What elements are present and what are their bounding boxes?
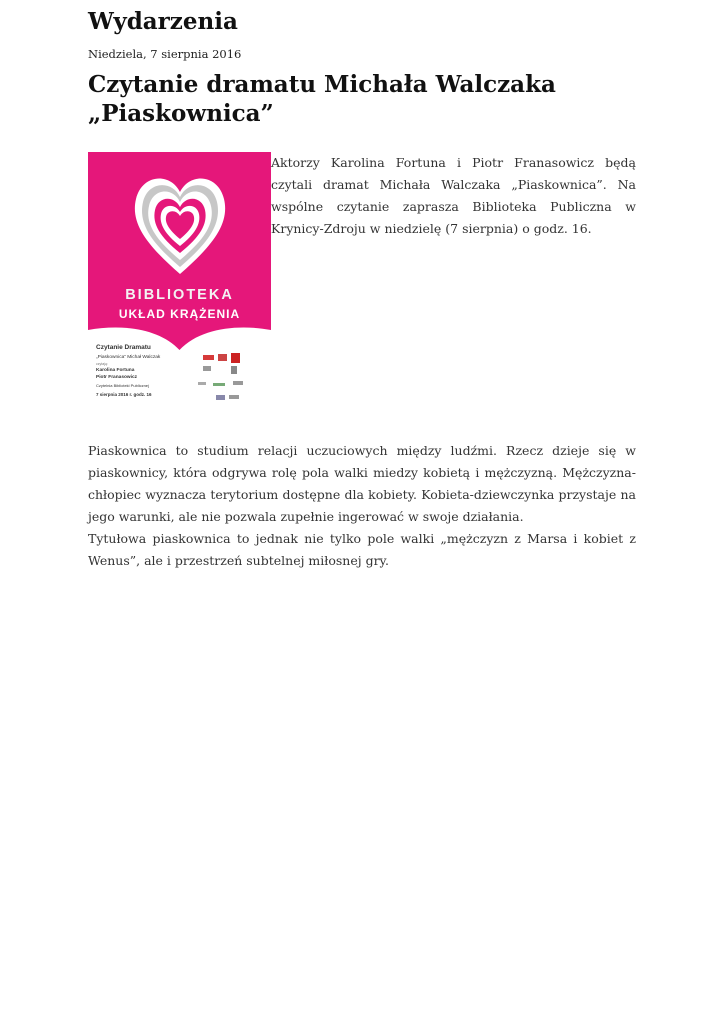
poster-venue: Czytelnia Biblioteki Publicznej	[96, 383, 149, 388]
section-title: Wydarzenia	[88, 8, 238, 35]
body-paragraph: Piaskownica to studium relacji uczuciowych między ludźmi. Rzecz dzieje się w piaskownicy, która odgrywa rolę pola walki miedzy kobietą i mężczyzną. Mężczyzna-chłopiec wyznacza terytorium dostępne dla kobiety. Kobieta-dziewczynka przystaje na jego warunki, ale nie pozwala zupełnie ingerować w swoje działania.	[88, 443, 636, 524]
poster-play: „Piaskownica” Michał Walczak	[96, 355, 161, 360]
poster-graphic	[88, 152, 271, 412]
body-paragraph: Tytułowa piaskownica to jednak nie tylko pole walki „mężczyzn z Marsa i kobiet z Wenus”, ale i przestrzeń subtelnej miłosnej gry.	[88, 531, 636, 568]
poster-actor2: Piotr Franasowicz	[96, 375, 138, 380]
poster-title-line2: UKŁAD KRĄŻENIA	[118, 307, 241, 321]
article-title: Czytanie dramatu Michała Walczaka „Piaskownica”	[88, 71, 556, 127]
poster-actor1: Karolina Fortuna	[96, 368, 135, 373]
article-date: Niedziela, 7 sierpnia 2016	[88, 47, 242, 61]
poster-title-line1: BIBLIOTEKA	[125, 287, 234, 303]
poster-event-title: Czytanie Dramatu	[96, 344, 151, 351]
article-body	[88, 440, 636, 572]
poster-date: 7 sierpnia 2016 r. godz. 16	[96, 392, 152, 397]
article-lead: Aktorzy Karolina Fortuna i Piotr Franasowicz będą czytali dramat Michała Walczaka „Piaskownica”. Na wspólne czytanie zaprasza Biblioteka Publiczna w Krynicy-Zdroju w niedzielę (7 sierpnia) o godz. 16.	[271, 155, 636, 236]
event-poster-image	[88, 152, 271, 412]
poster-cast-label: czytają:	[96, 362, 108, 366]
